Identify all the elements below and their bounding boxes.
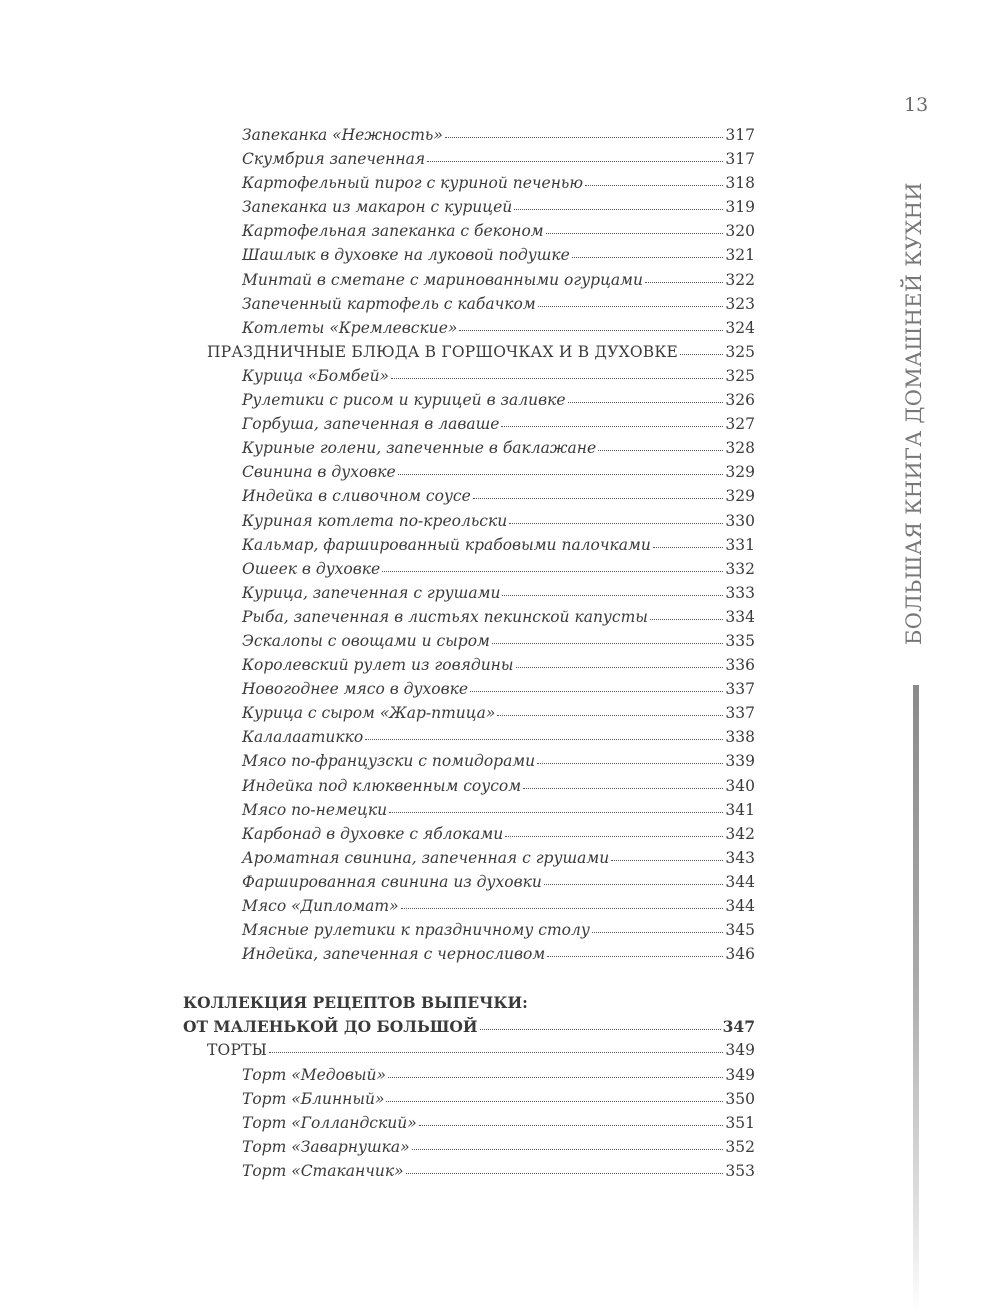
toc-entry-title: Торт «Голландский» — [242, 1113, 417, 1132]
toc-entry[interactable] — [183, 271, 755, 295]
toc-entry-page: 334 — [725, 607, 755, 626]
toc-entry-title: Торт «Блинный» — [242, 1089, 385, 1108]
toc-entry[interactable] — [183, 1066, 755, 1090]
dot-leader — [537, 763, 723, 764]
toc-entry[interactable] — [183, 1090, 755, 1114]
toc-entry[interactable] — [183, 126, 755, 150]
dot-leader — [653, 547, 724, 548]
toc-entry-page: 320 — [725, 222, 755, 241]
toc-entry-title: ТОРТЫ — [207, 1041, 268, 1060]
toc-entry[interactable] — [183, 608, 755, 632]
toc-entry-title: Новогоднее мясо в духовке — [242, 680, 469, 699]
toc-entry-page: 336 — [725, 656, 755, 675]
toc-entry[interactable] — [183, 825, 755, 849]
toc-entry[interactable] — [183, 150, 755, 174]
running-title: БОЛЬШАЯ КНИГА ДОМАШНЕЙ КУХНИ — [902, 182, 926, 645]
toc-entry[interactable] — [183, 512, 755, 536]
dot-leader — [388, 1077, 723, 1078]
toc-chapter[interactable] — [183, 1017, 755, 1041]
toc-entry-page: 345 — [725, 921, 755, 940]
dot-leader — [406, 1173, 724, 1174]
dot-leader — [497, 715, 723, 716]
dot-leader — [514, 209, 723, 210]
dot-leader — [501, 426, 723, 427]
toc-entry-page: 332 — [725, 559, 755, 578]
toc-entry-title: Скумбрия запеченная — [242, 150, 426, 169]
dot-leader — [473, 498, 724, 499]
toc-entry-page: 322 — [725, 270, 755, 289]
toc-entry[interactable] — [183, 463, 755, 487]
toc-entry-page: 344 — [725, 897, 755, 915]
dot-leader — [650, 619, 723, 620]
side-decor-bar — [913, 685, 919, 1312]
toc-entry-page: 343 — [725, 848, 755, 867]
toc-entry-title: Мясо «Дипломат» — [242, 897, 399, 915]
toc-entry-page: 353 — [725, 1161, 755, 1180]
dot-leader — [382, 571, 723, 572]
toc-entry-page: 325 — [725, 366, 755, 385]
dot-leader — [459, 330, 723, 331]
toc-entry-page: 337 — [725, 680, 755, 699]
toc-entry[interactable] — [183, 295, 755, 319]
toc-entry-title: Запеканка «Нежность» — [242, 126, 443, 144]
toc-entry-title: Шашлык в духовке на луковой подушке — [242, 246, 570, 265]
toc-entry[interactable] — [183, 752, 755, 776]
toc-entry-title: Курица «Бомбей» — [242, 366, 390, 385]
toc-entry[interactable] — [183, 921, 755, 945]
toc-entry-page: 349 — [725, 1065, 755, 1084]
toc-entry[interactable] — [183, 246, 755, 270]
toc-entry-title: Торт «Стаканчик» — [242, 1161, 404, 1180]
dot-leader — [516, 667, 724, 668]
toc-entry[interactable] — [183, 198, 755, 222]
dot-leader — [389, 812, 723, 813]
toc-entry-page: 329 — [725, 463, 755, 482]
toc-entry-page: 329 — [725, 487, 755, 506]
toc-entry-title: Индейка, запеченная с черносливом — [242, 945, 546, 964]
toc-entry[interactable] — [183, 728, 755, 752]
toc-entry-title: ПРАЗДНИЧНЫЕ БЛЮДА В ГОРШОЧКАХ И В ДУХОВКЕ — [207, 342, 679, 361]
toc-block-baking — [183, 993, 755, 1186]
toc-entry-title: Торт «Медовый» — [242, 1065, 387, 1084]
dot-leader — [509, 523, 723, 524]
toc-entry-page: 333 — [725, 583, 755, 602]
toc-entry-title: Курица, запеченная с грушами — [242, 583, 501, 602]
toc-entry-title: Мясо по-французски с помидорами — [242, 752, 536, 771]
toc-entry-title: Индейка в сливочном соусе — [242, 487, 471, 506]
toc-entry-page: 318 — [725, 174, 755, 193]
toc-entry-title: Торт «Заварнушка» — [242, 1137, 410, 1156]
toc-entry-page: 335 — [725, 631, 755, 650]
toc-entry[interactable] — [183, 174, 755, 198]
toc-entry-page: 352 — [725, 1137, 755, 1156]
toc-entry-page: 325 — [725, 342, 755, 361]
toc-entry-page: 340 — [725, 776, 755, 795]
toc-entry-page: 339 — [725, 752, 755, 771]
dot-leader — [492, 643, 724, 644]
toc-entry[interactable] — [183, 1162, 755, 1186]
toc-entry-title: Рулетики с рисом и курицей в заливке — [242, 391, 566, 410]
dot-leader — [538, 306, 724, 307]
toc-entry-page: 317 — [725, 150, 755, 169]
dot-leader — [572, 257, 724, 258]
toc-section[interactable] — [183, 1041, 755, 1065]
toc-entry[interactable] — [183, 680, 755, 704]
toc-entry-page: 331 — [725, 535, 755, 554]
toc-entry-page: 342 — [725, 824, 755, 843]
toc-entry-page: 319 — [725, 198, 755, 217]
toc-entry-title: Рыба, запеченная в листьях пекинской капусты — [242, 607, 648, 626]
toc-entry-title: ОТ МАЛЕНЬКОЙ ДО БОЛЬШОЙ — [183, 1017, 478, 1037]
toc-gap — [183, 969, 755, 993]
toc-entry-title: Котлеты «Кремлевские» — [242, 318, 458, 337]
toc-block-main-courses — [183, 126, 755, 969]
toc-entry[interactable] — [183, 536, 755, 560]
dot-leader — [598, 450, 723, 451]
dot-leader — [611, 860, 723, 861]
dot-leader — [427, 161, 723, 162]
dot-leader — [269, 1052, 723, 1053]
toc-entry[interactable] — [183, 319, 755, 343]
toc-entry-title: Запеканка из макарон с курицей — [242, 198, 513, 217]
toc-entry[interactable] — [183, 945, 755, 969]
toc-entry[interactable] — [183, 777, 755, 801]
toc-entry-title: Картофельный пирог с куриной печенью — [242, 174, 583, 193]
toc-entry[interactable] — [183, 849, 755, 873]
toc-entry-page: 327 — [725, 415, 755, 434]
toc-entry-title: Запеченный картофель с кабачком — [242, 294, 536, 313]
toc-entry[interactable] — [183, 391, 755, 415]
toc-entry-title: Мясо по-немецки — [242, 800, 388, 819]
toc-entry-title: Горбуша, запеченная в лаваше — [242, 415, 500, 434]
dot-leader — [419, 1125, 724, 1126]
toc-entry[interactable] — [183, 487, 755, 511]
dot-leader — [523, 788, 723, 789]
dot-leader — [592, 932, 724, 933]
toc-entry-title: Фаршированная свинина из духовки — [242, 872, 542, 891]
toc-entry-page: 323 — [725, 294, 755, 313]
dot-leader — [547, 956, 723, 957]
toc-entry-page: 317 — [725, 126, 755, 144]
dot-leader — [412, 1149, 724, 1150]
dot-leader — [470, 691, 723, 692]
toc-entry-page: 341 — [725, 800, 755, 819]
toc-entry-page: 338 — [725, 728, 755, 747]
toc-entry-title: Куриные голени, запеченные в баклажане — [242, 439, 597, 458]
toc-entry-title: Индейка под клюквенным соусом — [242, 776, 522, 795]
toc-entry-title: Королевский рулет из говядины — [242, 656, 514, 675]
dot-leader — [398, 474, 724, 475]
toc-entry-title: Мясные рулетики к праздничному столу — [242, 921, 590, 940]
toc-entry[interactable] — [183, 897, 755, 921]
toc-entry-page: 328 — [725, 439, 755, 458]
toc-entry-page: 337 — [725, 704, 755, 723]
toc-entry-page: 347 — [722, 1017, 755, 1037]
toc-chapter[interactable] — [183, 993, 755, 1017]
toc-entry[interactable] — [183, 584, 755, 608]
toc-entry-page: 344 — [725, 872, 755, 891]
toc-entry-title: Куриная котлета по-креольски — [242, 511, 508, 530]
dot-leader — [505, 836, 723, 837]
toc-entry[interactable] — [183, 873, 755, 897]
toc-entry-page: 351 — [725, 1113, 755, 1132]
toc-entry[interactable] — [183, 1138, 755, 1162]
toc-entry-title: Курица с сыром «Жар-птица» — [242, 704, 496, 723]
toc-entry-title: Ароматная свинина, запеченная с грушами — [242, 848, 610, 867]
toc-entry-page: 324 — [725, 318, 755, 337]
toc-entry-title: Картофельная запеканка с беконом — [242, 222, 544, 241]
toc-entry-title: Ошеек в духовке — [242, 559, 381, 578]
toc-entry-title: Минтай в сметане с маринованными огурцами — [242, 270, 643, 289]
dot-leader — [680, 354, 723, 355]
dot-leader — [502, 595, 723, 596]
page-number: 13 — [904, 94, 929, 116]
toc-entry[interactable] — [183, 439, 755, 463]
dot-leader — [401, 908, 724, 909]
dot-leader — [546, 233, 724, 234]
toc-entry[interactable] — [183, 656, 755, 680]
toc-entry-title: Свинина в духовке — [242, 463, 396, 482]
toc-entry-page: 346 — [725, 945, 755, 964]
dot-leader — [645, 282, 723, 283]
dot-leader — [585, 185, 723, 186]
toc-entry[interactable] — [183, 367, 755, 391]
dot-leader — [391, 378, 723, 379]
toc-entry-page: 349 — [725, 1041, 755, 1060]
toc-entry[interactable] — [183, 632, 755, 656]
toc-entry-title: Кальмар, фаршированный крабовыми палочками — [242, 535, 651, 554]
toc-entry-page: 321 — [725, 246, 755, 265]
toc-entry[interactable] — [183, 704, 755, 728]
toc-section[interactable] — [183, 343, 755, 367]
toc-entry-title: КОЛЛЕКЦИЯ РЕЦЕПТОВ ВЫПЕЧКИ: — [183, 993, 528, 1013]
toc-entry[interactable] — [183, 560, 755, 584]
toc-entry[interactable] — [183, 222, 755, 246]
dot-leader — [568, 402, 724, 403]
toc-entry[interactable] — [183, 415, 755, 439]
toc-entry-title: Карбонад в духовке с яблоками — [242, 824, 504, 843]
dot-leader — [480, 1029, 721, 1030]
toc-entry-page: 350 — [725, 1089, 755, 1108]
toc-entry-title: Эскалопы с овощами и сыром — [242, 631, 490, 650]
table-of-contents — [183, 126, 755, 1186]
dot-leader — [445, 137, 724, 138]
dot-leader — [386, 1101, 723, 1102]
dot-leader — [365, 739, 723, 740]
toc-entry-title: Калалаатикко — [242, 728, 364, 747]
toc-entry[interactable] — [183, 801, 755, 825]
toc-entry-page: 330 — [725, 511, 755, 530]
toc-entry[interactable] — [183, 1114, 755, 1138]
dot-leader — [544, 884, 724, 885]
toc-entry-page: 326 — [725, 391, 755, 410]
